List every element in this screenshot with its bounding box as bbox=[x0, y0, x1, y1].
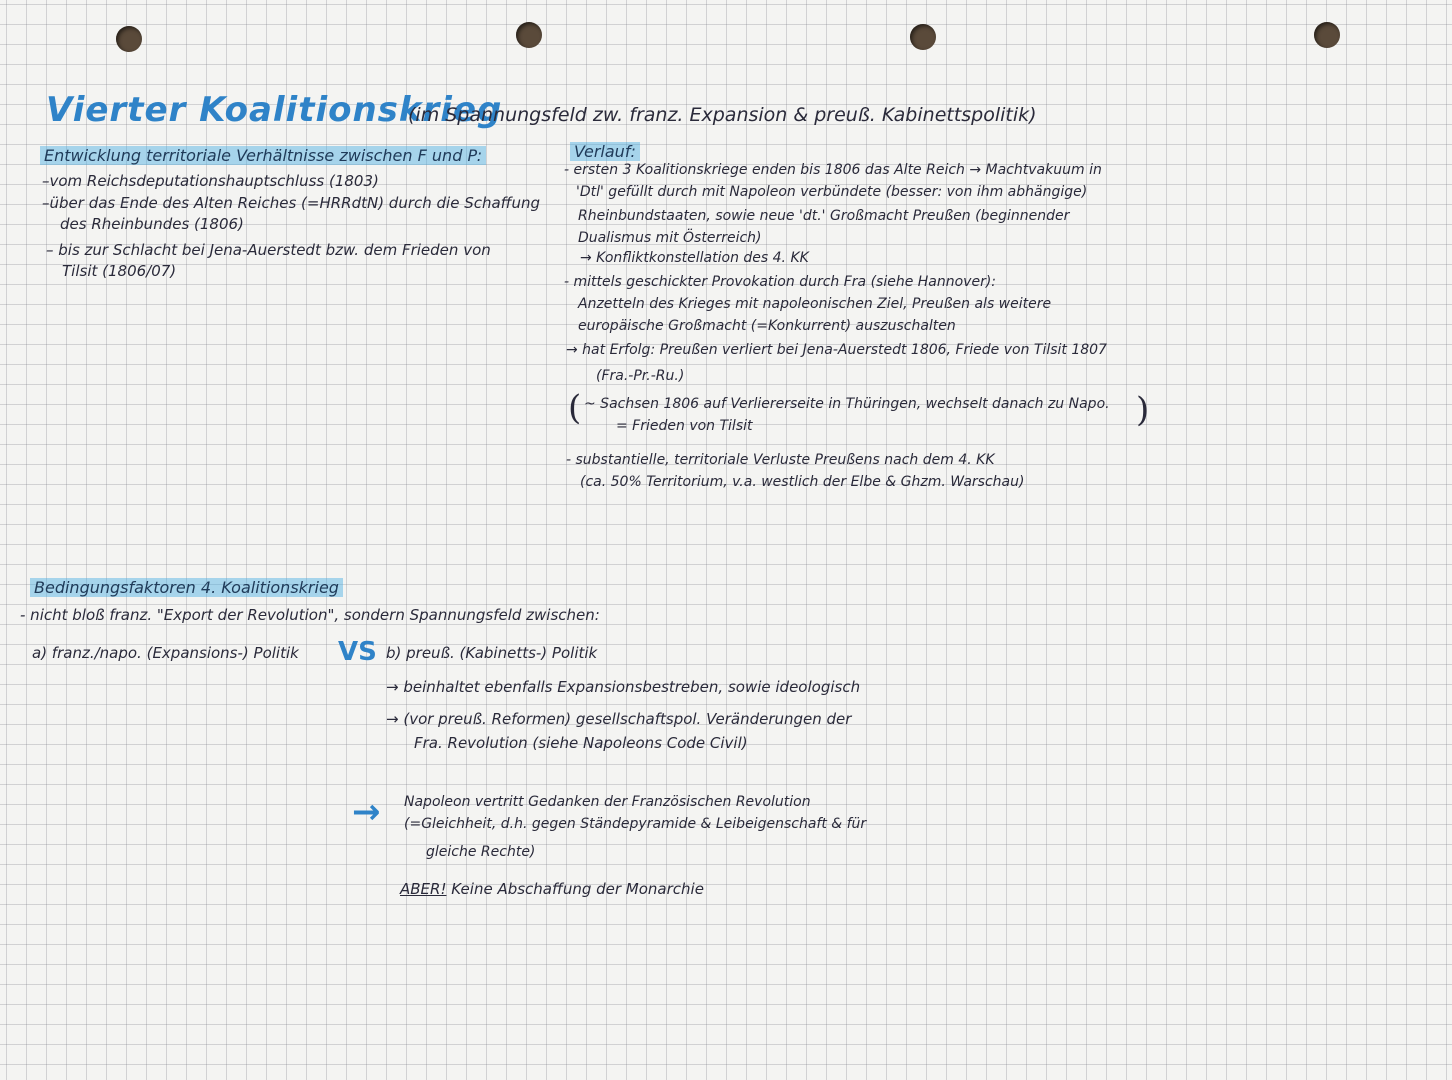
conclusion-line-1: Napoleon vertritt Gedanken der Französischen Revolution bbox=[404, 794, 811, 810]
right-line-6: - mittels geschickter Provokation durch Fra (siehe Hannover): bbox=[564, 274, 997, 290]
option-b-point-2: → (vor preuß. Reformen) gesellschaftspol. Veränderungen der bbox=[386, 710, 852, 728]
right-line-5: → Konfliktkonstellation des 4. KK bbox=[580, 250, 809, 266]
punch-hole-1 bbox=[116, 26, 142, 52]
left-line-3: des Rheinbundes (1806) bbox=[60, 215, 244, 233]
right-line-13: - substantielle, territoriale Verluste Preußens nach dem 4. KK bbox=[566, 452, 995, 468]
right-line-9: → hat Erfolg: Preußen verliert bei Jena-Auerstedt 1806, Friede von Tilsit 1807 bbox=[566, 342, 1107, 358]
versus-mark: VS bbox=[338, 637, 377, 667]
aber-label: ABER! bbox=[400, 880, 447, 898]
option-b-label: b) preuß. (Kabinetts-) Politik bbox=[386, 644, 598, 662]
right-line-1: - ersten 3 Koalitionskriege enden bis 1806 das Alte Reich → Machtvakuum in bbox=[564, 162, 1102, 178]
punch-hole-2 bbox=[516, 22, 542, 48]
right-line-7: Anzetteln des Krieges mit napoleonischen Ziel, Preußen als weitere bbox=[578, 296, 1052, 312]
conclusion-line-2: (=Gleichheit, d.h. gegen Ständepyramide & Leibeigenschaft & für bbox=[404, 816, 867, 832]
right-heading: Verlauf: bbox=[570, 142, 640, 161]
right-line-4: Dualismus mit Österreich) bbox=[578, 230, 762, 246]
left-line-2: –über das Ende des Alten Reiches (=HRRdtN) durch die Schaffung bbox=[42, 194, 541, 212]
left-heading: Entwicklung territoriale Verhältnisse zwischen F und P: bbox=[40, 146, 486, 165]
punch-hole-3 bbox=[910, 24, 936, 50]
page-subtitle: (im Spannungsfeld zw. franz. Expansion & preuß. Kabinettspolitik) bbox=[408, 104, 1037, 126]
aber-text: Keine Abschaffung der Monarchie bbox=[451, 880, 704, 898]
left-line-5: Tilsit (1806/07) bbox=[62, 262, 177, 280]
bottom-line-1: - nicht bloß franz. "Export der Revolution", sondern Spannungsfeld zwischen: bbox=[20, 606, 600, 624]
option-a-label: a) franz./napo. (Expansions-) Politik bbox=[32, 644, 299, 662]
right-line-10: (Fra.-Pr.-Ru.) bbox=[596, 368, 685, 384]
left-line-1: –vom Reichsdeputationshauptschluss (1803) bbox=[42, 172, 379, 190]
bracket-close: ) bbox=[1136, 390, 1150, 430]
right-line-12: = Frieden von Tilsit bbox=[616, 418, 753, 434]
bottom-heading: Bedingungsfaktoren 4. Koalitionskrieg bbox=[30, 578, 343, 597]
right-line-8: europäische Großmacht (=Konkurrent) auszuschalten bbox=[578, 318, 956, 334]
right-line-2: 'Dtl' gefüllt durch mit Napoleon verbündete (besser: von ihm abhängige) bbox=[576, 184, 1088, 200]
left-line-4: – bis zur Schlacht bei Jena-Auerstedt bzw. dem Frieden von bbox=[46, 241, 491, 259]
right-line-14: (ca. 50% Territorium, v.a. westlich der Elbe & Ghzm. Warschau) bbox=[580, 474, 1025, 490]
conclusion-line-3: gleiche Rechte) bbox=[426, 844, 536, 860]
right-line-11: ~ Sachsen 1806 auf Verliererseite in Thüringen, wechselt danach zu Napo. bbox=[584, 396, 1110, 412]
page-title: Vierter Koalitionskrieg bbox=[46, 90, 503, 130]
punch-hole-4 bbox=[1314, 22, 1340, 48]
aber-note bbox=[400, 880, 704, 898]
option-b-point-3: Fra. Revolution (siehe Napoleons Code Civil) bbox=[414, 734, 748, 752]
option-b-point-1: → beinhaltet ebenfalls Expansionsbestreben, sowie ideologisch bbox=[386, 678, 861, 696]
right-line-3: Rheinbundstaaten, sowie neue 'dt.' Großmacht Preußen (beginnender bbox=[578, 208, 1070, 224]
conclusion-arrow: → bbox=[352, 792, 381, 832]
bracket-open: ( bbox=[568, 388, 582, 428]
